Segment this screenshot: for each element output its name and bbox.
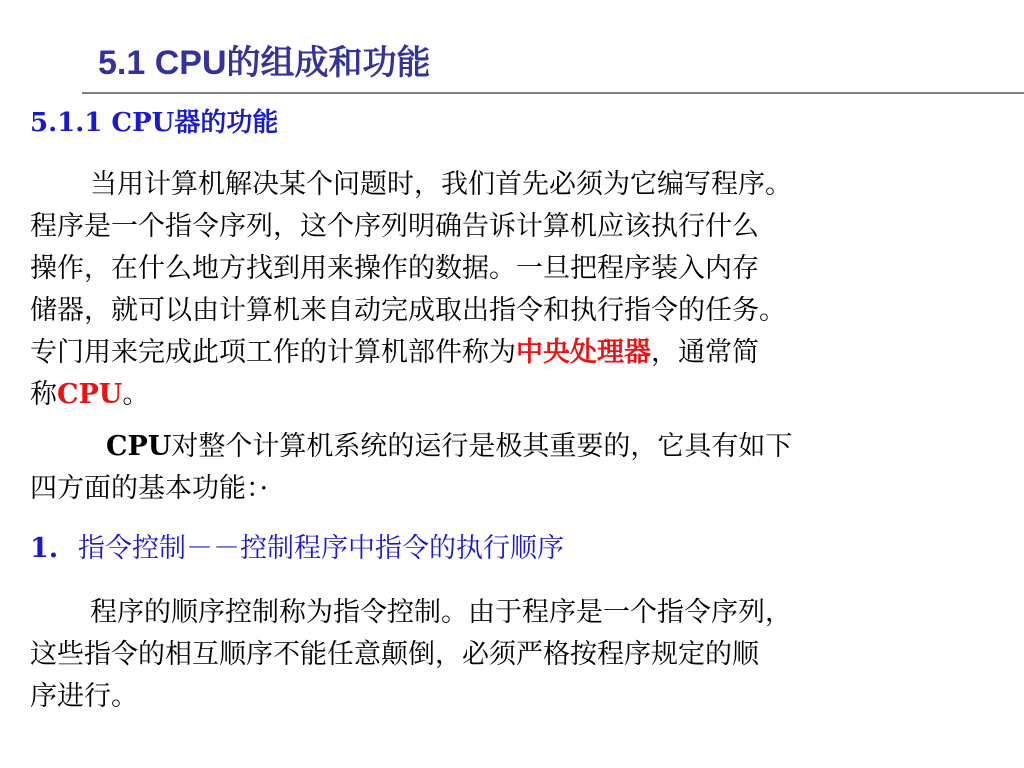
paragraph-cpu-intro xyxy=(30,164,1000,416)
paragraph-line: 程序的顺序控制称为指令控制。由于程序是一个指令序列， xyxy=(90,597,792,628)
highlight-term-cpu-chinese: 中央处理器 xyxy=(516,337,651,368)
paragraph-line: 储器，就可以由计算机来自动完成取出指令和执行指令的任务。 xyxy=(30,295,786,326)
paragraph-line: 操作，在什么地方找到用来操作的数据。一旦把程序装入内存 xyxy=(30,253,759,284)
paragraph-line: 四方面的基本功能：· xyxy=(30,473,269,504)
paragraph-cpu-functions xyxy=(30,426,1000,510)
paragraph-line: CPU对整个计算机系统的运行是极其重要的，它具有如下 xyxy=(106,431,793,462)
list-number: 1. xyxy=(30,533,59,564)
paragraph-line: 专门用来完成此项工作的计算机部件称为中央处理器，通常简 xyxy=(30,337,759,368)
paragraph-line: 序进行。 xyxy=(30,681,138,712)
section-subheading: 5.1.1 CPU器的功能 xyxy=(30,108,279,138)
highlight-term-cpu: CPU xyxy=(57,379,123,410)
list-heading-text: 指令控制－－控制程序中指令的执行顺序 xyxy=(78,533,564,564)
paragraph-line: 程序是一个指令序列，这个序列明确告诉计算机应该执行什么 xyxy=(30,211,759,242)
paragraph-line: 称CPU。 xyxy=(30,379,150,410)
list-heading-instruction-control xyxy=(30,528,564,570)
slide-title: 5.1 CPU的组成和功能 xyxy=(98,44,431,82)
paragraph-instruction-control xyxy=(30,592,1000,718)
paragraph-line: 这些指令的相互顺序不能任意颠倒，必须严格按程序规定的顺 xyxy=(30,639,759,670)
paragraph-line: 当用计算机解决某个问题时，我们首先必须为它编写程序。 xyxy=(90,169,792,200)
title-divider xyxy=(82,92,1024,94)
